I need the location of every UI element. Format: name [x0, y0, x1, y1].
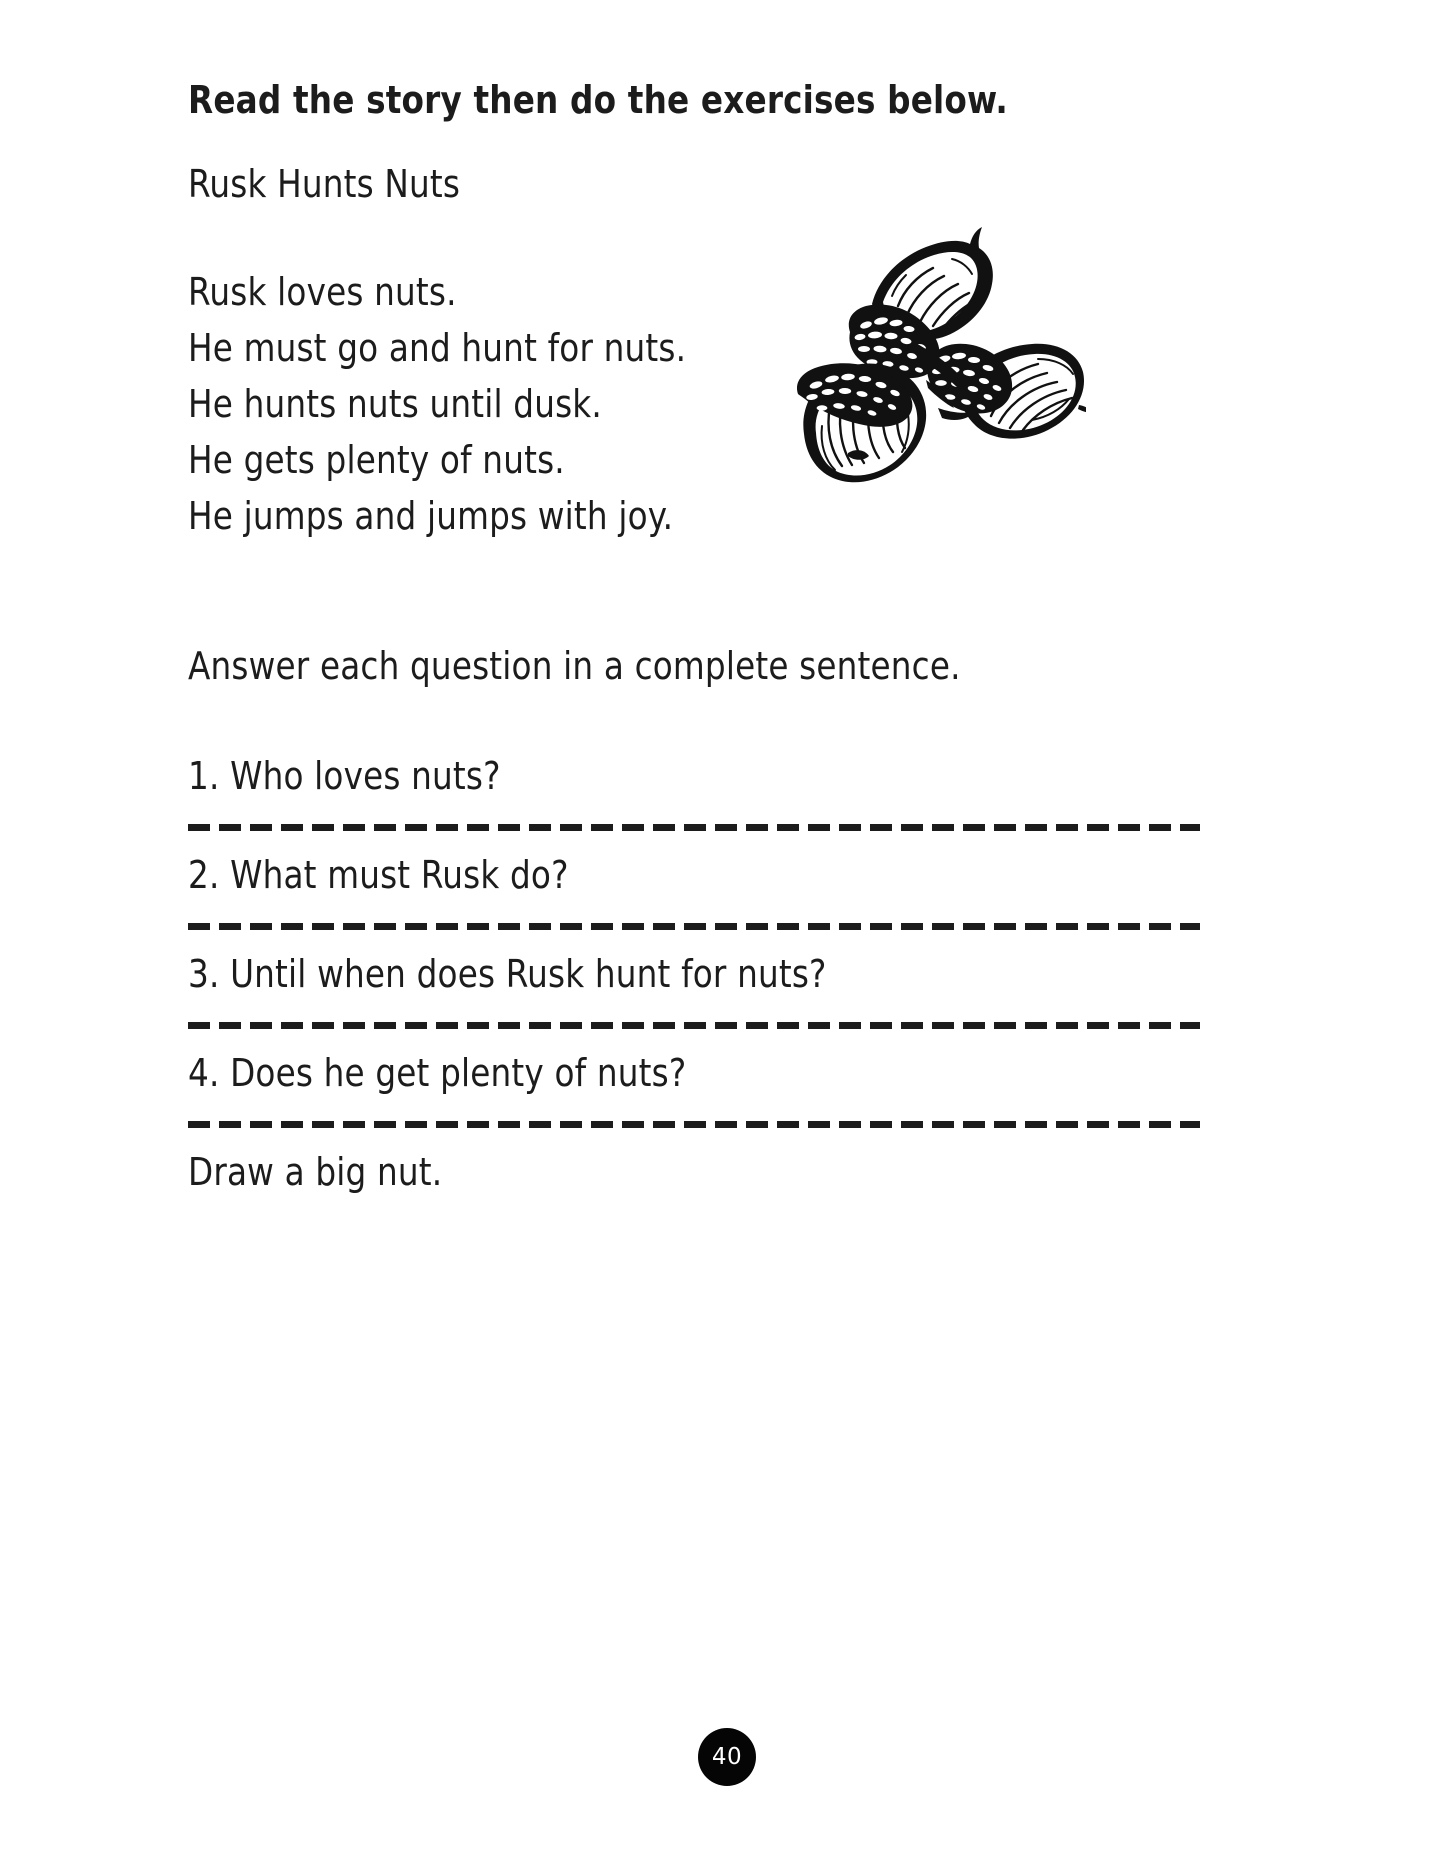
question-4: 4. Does he get plenty of nuts? — [188, 1051, 687, 1095]
answer-line-1[interactable] — [188, 824, 1200, 831]
story-line: He gets plenty of nuts. — [188, 438, 565, 482]
story-title: Rusk Hunts Nuts — [188, 162, 461, 206]
answer-instruction: Answer each question in a complete sentence. — [188, 644, 961, 688]
question-2: 2. What must Rusk do? — [188, 853, 569, 897]
worksheet-content — [188, 78, 1208, 1194]
story-line: He jumps and jumps with joy. — [188, 494, 674, 538]
page-number-badge: 40 — [698, 1728, 756, 1786]
questions-block — [188, 754, 1208, 1194]
story-body — [188, 264, 1208, 544]
story-line: He must go and hunt for nuts. — [188, 326, 687, 370]
answer-line-2[interactable] — [188, 923, 1200, 930]
story-line: He hunts nuts until dusk. — [188, 382, 602, 426]
top-instruction: Read the story then do the exercises below. — [188, 78, 1008, 122]
answer-line-4[interactable] — [188, 1121, 1200, 1128]
question-3: 3. Until when does Rusk hunt for nuts? — [188, 952, 827, 996]
story-line: Rusk loves nuts. — [188, 270, 457, 314]
question-1: 1. Who loves nuts? — [188, 754, 501, 798]
answer-line-3[interactable] — [188, 1022, 1200, 1029]
draw-instruction: Draw a big nut. — [188, 1150, 443, 1194]
